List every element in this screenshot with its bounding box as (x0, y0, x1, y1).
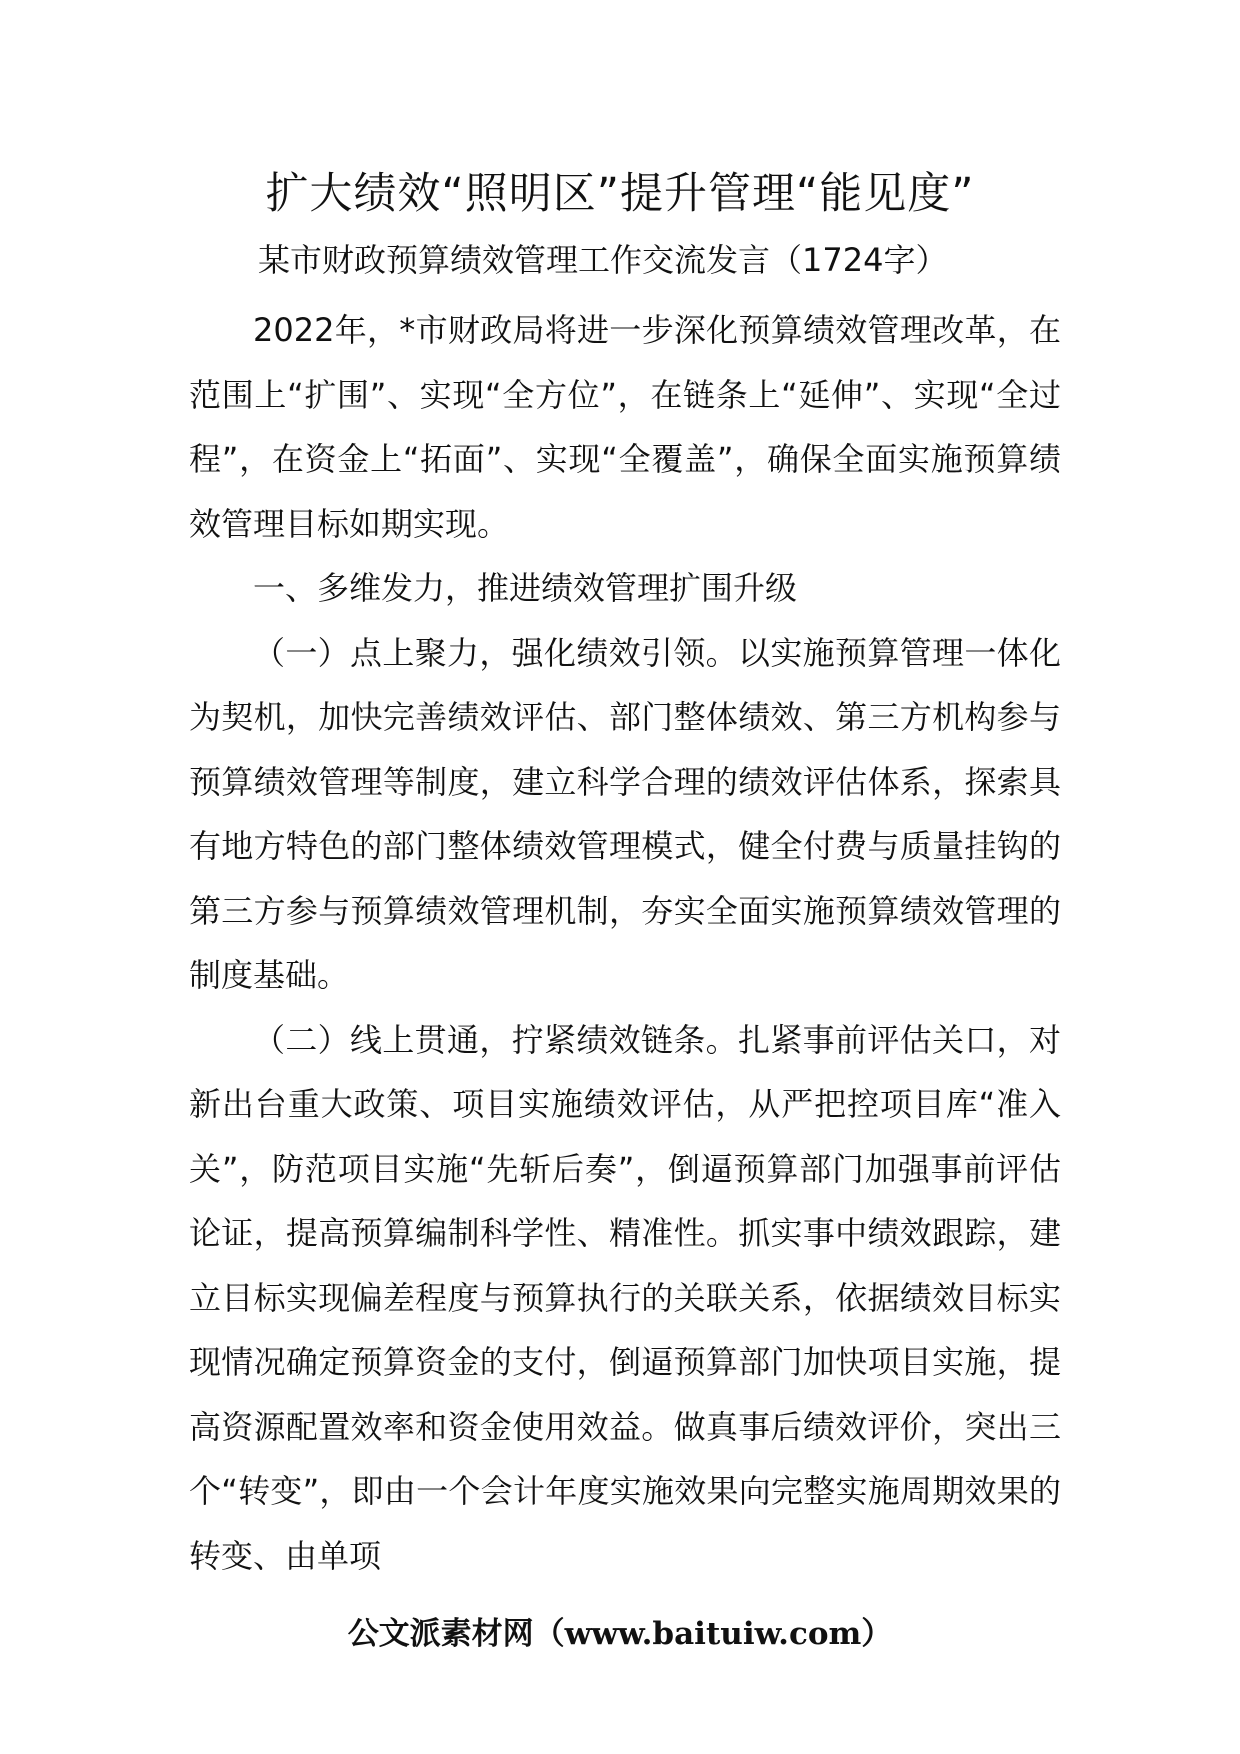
document-body (189, 298, 1061, 1588)
paragraph-point-1: （一）点上聚力，强化绩效引领。以实施预算管理一体化为契机，加快完善绩效评估、部门整体绩效、第三方机构参与预算绩效管理等制度，建立科学合理的绩效评估体系，探索具有地方特色的部门整体绩效管理模式，健全付费与质量挂钩的第三方参与预算绩效管理机制，夯实全面实施预算绩效管理的制度基础。 (189, 633, 1061, 994)
paragraph-point-2: （二）线上贯通，拧紧绩效链条。扎紧事前评估关口，对新出台重大政策、项目实施绩效评估，从严把控项目库“准入关”，防范项目实施“先斩后奏”，倒逼预算部门加强事前评估论证，提高预算编制科学性、精准性。抓实事中绩效跟踪，建立目标实现偏差程度与预算执行的关联关系，依据绩效目标实现情况确定预算资金的支付，倒逼预算部门加快项目实施，提高资源配置效率和资金使用效益。做真事后绩效评价，突出三个“转变”，即由一个会计年度实施效果向完整实施周期效果的转变、由单项 (189, 1020, 1061, 1575)
paragraph-intro: 2022年，*市财政局将进一步深化预算绩效管理改革，在范围上“扩围”、实现“全方位”，在链条上“延伸”、实现“全过程”，在资金上“拓面”、实现“全覆盖”，确保全面实施预算绩效管理目标如期实现。 (189, 311, 1061, 543)
footer-watermark: 公文派素材网（www.baituiw.com） (347, 1616, 893, 1652)
document-subtitle: 某市财政预算绩效管理工作交流发言（1724字） (258, 241, 948, 279)
document-title: 扩大绩效“照明区”提升管理“能见度” (265, 169, 975, 219)
section-heading-1: 一、多维发力，推进绩效管理扩围升级 (253, 569, 798, 607)
